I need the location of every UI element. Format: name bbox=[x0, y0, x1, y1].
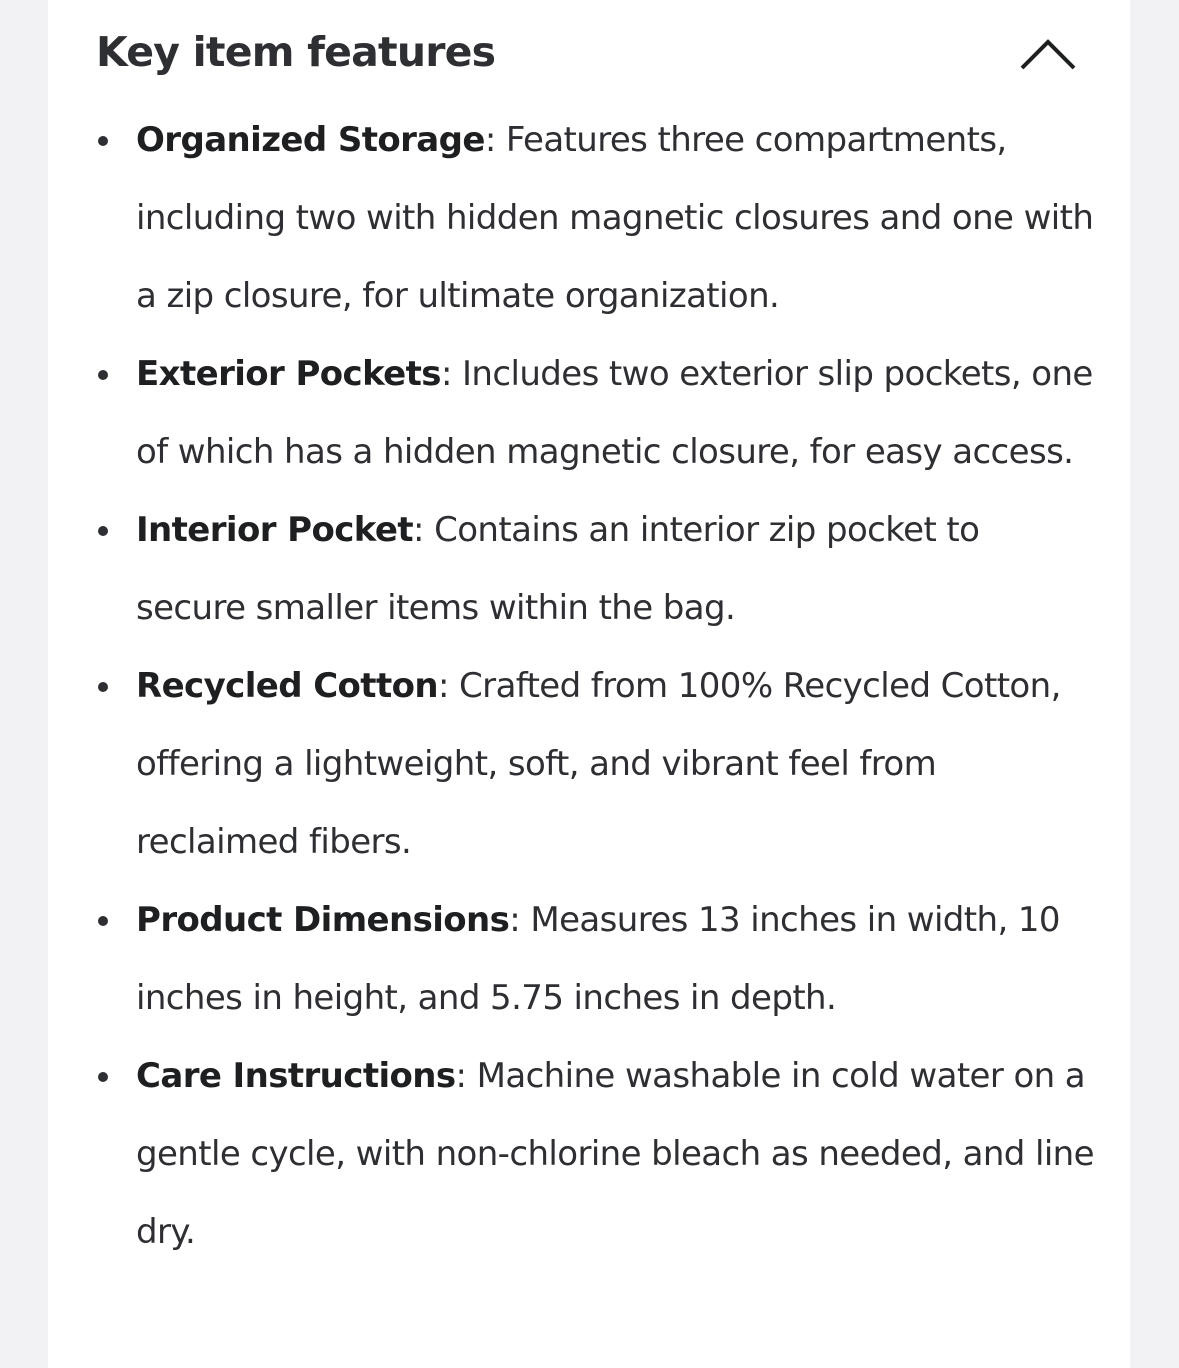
feature-description: : Crafted from 100% Recycled Cotton, offering a lightweight, soft, and vibrant feel from reclaimed fibers. bbox=[136, 666, 1061, 862]
feature-list bbox=[136, 101, 1096, 1271]
bullet-icon bbox=[98, 916, 108, 926]
key-features-card bbox=[48, 0, 1130, 1368]
collapse-button[interactable] bbox=[1018, 30, 1078, 74]
feature-item bbox=[136, 101, 1096, 335]
feature-item bbox=[136, 491, 1096, 647]
feature-name: Interior Pocket bbox=[136, 510, 413, 550]
bullet-icon bbox=[98, 682, 108, 692]
bullet-icon bbox=[98, 136, 108, 146]
feature-name: Organized Storage bbox=[136, 120, 485, 160]
feature-description: : Machine washable in cold water on a gentle cycle, with non-chlorine bleach as needed, and line dry. bbox=[136, 1056, 1094, 1252]
bullet-icon bbox=[98, 370, 108, 380]
bullet-icon bbox=[98, 1072, 108, 1082]
feature-item bbox=[136, 1037, 1096, 1271]
section-title: Key item features bbox=[96, 28, 496, 76]
feature-name: Exterior Pockets bbox=[136, 354, 441, 394]
feature-description: : Measures 13 inches in width, 10 inches in height, and 5.75 inches in depth. bbox=[136, 900, 1060, 1018]
section-header[interactable] bbox=[96, 24, 1086, 88]
feature-description: : Contains an interior zip pocket to secure smaller items within the bag. bbox=[136, 510, 980, 628]
feature-item bbox=[136, 647, 1096, 881]
feature-description: : Features three compartments, including two with hidden magnetic closures and one with a zip closure, for ultimate organization. bbox=[136, 120, 1094, 316]
feature-item bbox=[136, 881, 1096, 1037]
feature-item bbox=[136, 335, 1096, 491]
feature-name: Care Instructions bbox=[136, 1056, 456, 1096]
bullet-icon bbox=[98, 526, 108, 536]
feature-name: Product Dimensions bbox=[136, 900, 510, 940]
feature-name: Recycled Cotton bbox=[136, 666, 438, 706]
chevron-up-icon bbox=[1018, 30, 1078, 74]
feature-description: : Includes two exterior slip pockets, one of which has a hidden magnetic closure, for easy access. bbox=[136, 354, 1093, 472]
